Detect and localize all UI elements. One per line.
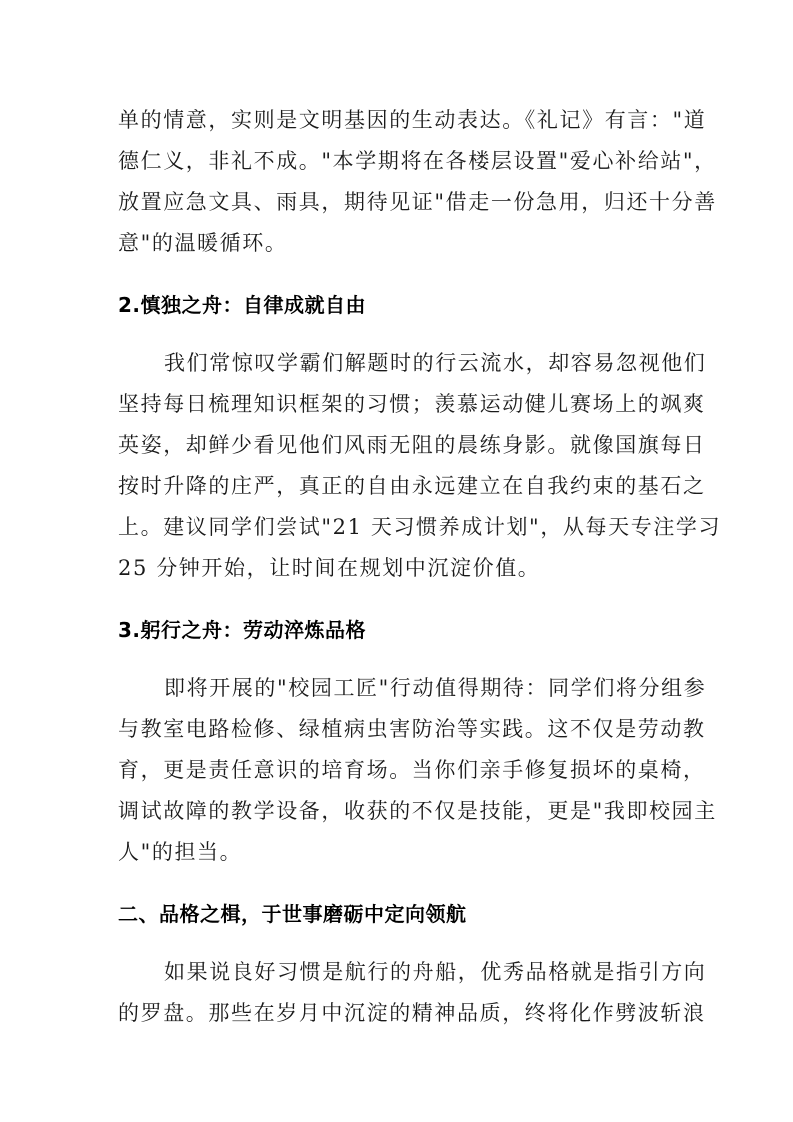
- paragraph-line: 英姿，却鲜少看见他们风雨无阻的晨练身影。就像国旗每日: [118, 433, 706, 457]
- paragraph-line: 放置应急文具、雨具，期待见证"借走一份急用，归还十分善: [118, 190, 717, 214]
- paragraph-line: 25 分钟开始，让时间在规划中沉淀价值。: [118, 556, 541, 580]
- intro-paragraph: [118, 100, 717, 264]
- paragraph-line: 人"的担当。: [118, 840, 243, 864]
- labor-paragraph: [118, 668, 717, 873]
- paragraph-line: 与教室电路检修、绿植病虫害防治等实践。这不仅是劳动教: [118, 717, 706, 741]
- paragraph-line: 如果说良好习惯是航行的舟船，优秀品格就是指引方向: [164, 960, 707, 984]
- section-heading-self-discipline: 2.慎独之舟：自律成就自由: [118, 293, 367, 317]
- document-page: [118, 100, 722, 1034]
- character-paragraph: [118, 952, 707, 1034]
- paragraph-line: 意"的温暖循环。: [118, 231, 288, 255]
- paragraph-line: 德仁义，非礼不成。"本学期将在各楼层设置"爱心补给站"，: [118, 149, 717, 173]
- paragraph-line: 坚持每日梳理知识框架的习惯；羡慕运动健儿赛场上的飒爽: [118, 392, 706, 416]
- paragraph-line: 单的情意，实则是文明基因的生动表达。《礼记》有言："道: [118, 108, 707, 132]
- section-heading-character: 二、品格之楫，于世事磨砺中定向领航: [118, 902, 467, 926]
- paragraph-line: 按时升降的庄严，真正的自由永远建立在自我约束的基石之: [118, 474, 706, 498]
- self-discipline-paragraph: [118, 343, 722, 589]
- paragraph-line: 我们常惊叹学霸们解题时的行云流水，却容易忽视他们: [164, 351, 707, 375]
- section-heading-labor: 3.躬行之舟：劳动淬炼品格: [118, 618, 367, 642]
- paragraph-line: 的罗盘。那些在岁月中沉淀的精神品质，终将化作劈波斩浪: [118, 1001, 706, 1025]
- paragraph-line: 即将开展的"校园工匠"行动值得期待：同学们将分组参: [164, 676, 707, 700]
- paragraph-line: 调试故障的教学设备，收获的不仅是技能，更是"我即校园主: [118, 799, 717, 823]
- paragraph-line: 育，更是责任意识的培育场。当你们亲手修复损坏的桌椅，: [118, 758, 706, 782]
- paragraph-line: 上。建议同学们尝试"21 天习惯养成计划"，从每天专注学习: [118, 515, 722, 539]
